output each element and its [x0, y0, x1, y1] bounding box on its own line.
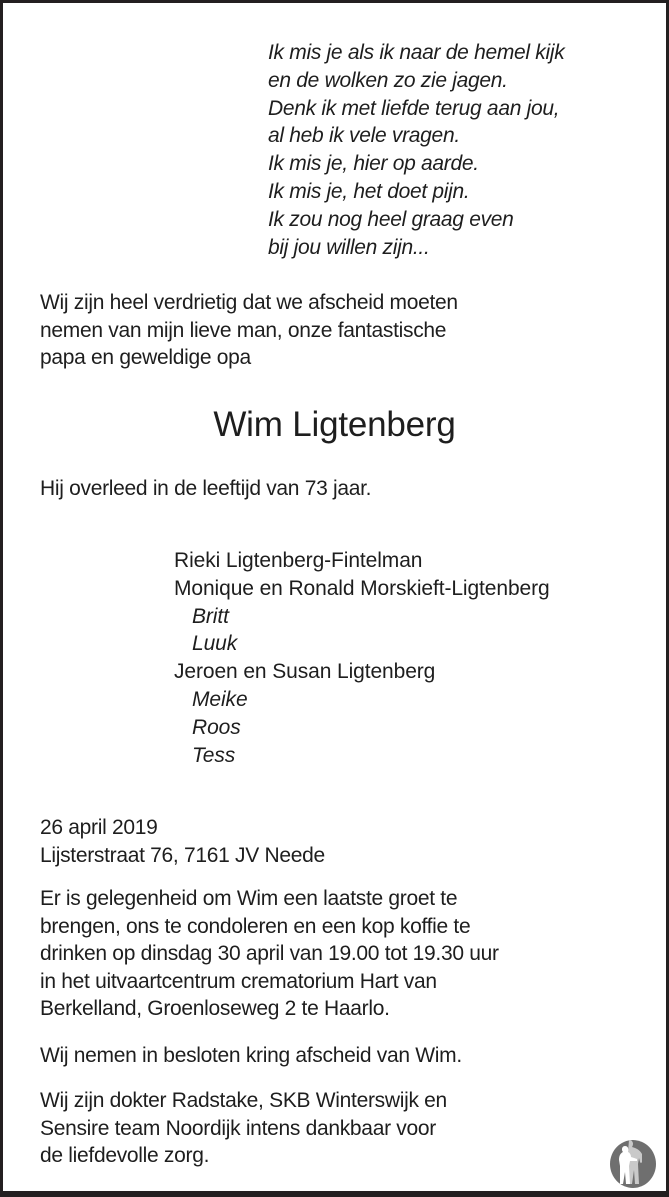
family-member: Jeroen en Susan Ligtenberg	[174, 660, 436, 684]
date-address	[40, 814, 325, 870]
thanks-paragraph	[40, 1087, 447, 1170]
paragraph-line: Sensire team Noordijk intens dankbaar voor	[40, 1116, 436, 1140]
paragraph-line: Er is gelegenheid om Wim een laatste groet te	[40, 887, 458, 910]
paragraph-line: de liefdevolle zorg.	[40, 1144, 210, 1168]
poem-line: Ik mis je, het doet pijn.	[268, 179, 470, 203]
intro-text	[40, 289, 458, 372]
intro-line: Wij zijn heel verdrietig dat we afscheid moeten	[40, 291, 458, 314]
intro-line: nemen van mijn lieve man, onze fantastische	[40, 318, 447, 342]
family-member: Rieki Ligtenberg-Fintelman	[174, 549, 423, 572]
grandchild: Roos	[192, 715, 241, 739]
poem-line: Ik mis je als ik naar de hemel kijk	[268, 41, 565, 64]
intro-line: papa en geweldige opa	[40, 346, 251, 369]
paragraph-line: Wij zijn dokter Radstake, SKB Winterswijk en	[40, 1089, 447, 1112]
grandchild: Meike	[192, 687, 248, 711]
paragraph-line: brengen, ons te condoleren en een kop koffie te	[40, 914, 471, 938]
poem-line: Ik zou nog heel graag even	[268, 207, 514, 231]
grandchild: Tess	[192, 743, 236, 767]
family-member: Monique en Ronald Morskieft-Ligtenberg	[174, 576, 550, 600]
poem-line: al heb ik vele vragen.	[268, 124, 460, 148]
paragraph-line: Wij nemen in besloten kring afscheid van Wim.	[40, 1044, 462, 1067]
grandchild: Luuk	[192, 632, 238, 656]
poem-line: Denk ik met liefde terug aan jou,	[268, 96, 560, 120]
paragraph-line: in het uitvaartcentrum crematorium Hart van	[40, 969, 437, 993]
paragraph-line: drinken op dinsdag 30 april van 19.00 tot 19.30 uur	[40, 942, 499, 966]
death-date: 26 april 2019	[40, 816, 158, 839]
poem	[268, 39, 564, 261]
grandchild: Britt	[192, 604, 229, 628]
home-address: Lijsterstraat 76, 7161 JV Neede	[40, 844, 325, 867]
poem-line: en de wolken zo zie jagen.	[268, 68, 508, 92]
deceased-name: Wim Ligtenberg	[213, 405, 456, 444]
paragraph-line: Berkelland, Groenloseweg 2 te Haarlo.	[40, 997, 390, 1021]
obituary-card	[3, 3, 666, 1191]
poem-line: bij jou willen zijn...	[268, 235, 430, 259]
family-list	[174, 547, 550, 769]
condolence-paragraph	[40, 885, 499, 1023]
embracing-figures-icon	[609, 1136, 657, 1188]
poem-line: Ik mis je, hier op aarde.	[268, 152, 479, 176]
private-farewell-paragraph	[40, 1042, 462, 1070]
age-text: Hij overleed in de leeftijd van 73 jaar.	[40, 477, 372, 500]
